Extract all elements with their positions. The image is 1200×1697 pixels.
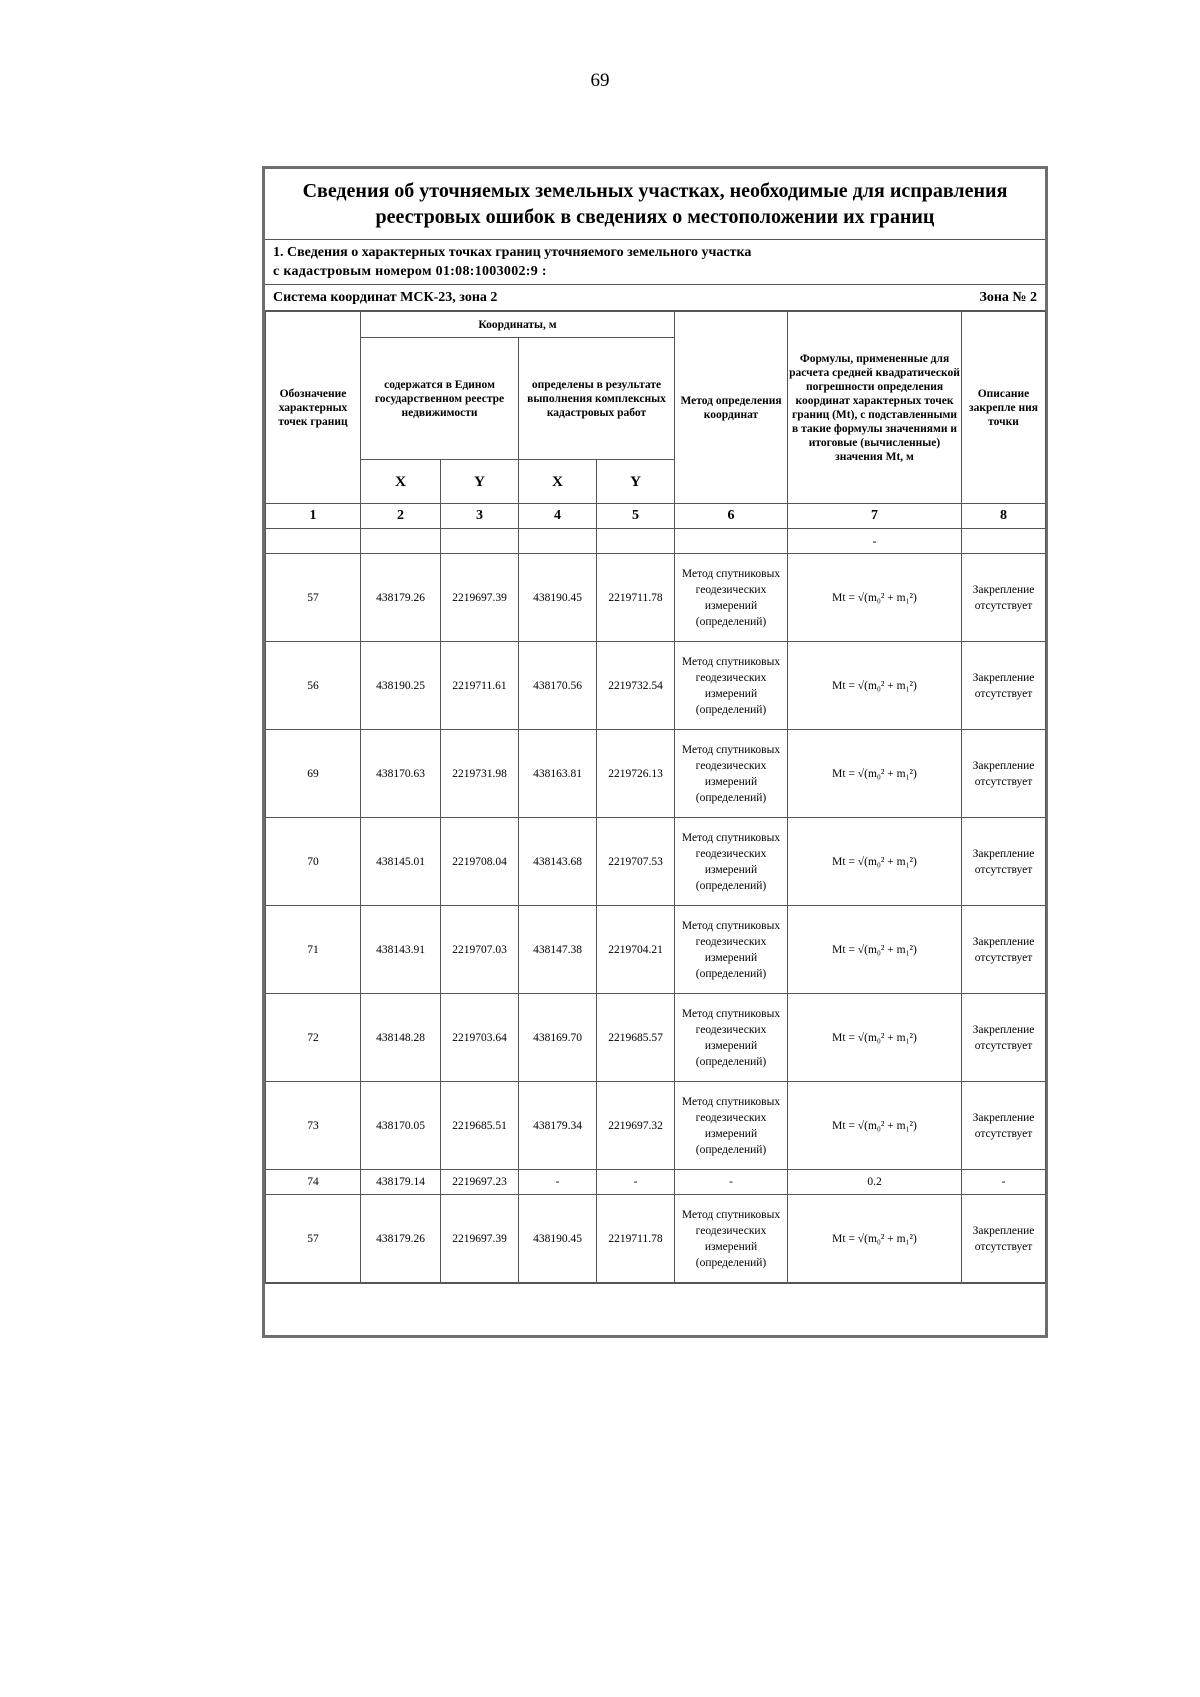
column-number: 5 bbox=[597, 504, 675, 529]
x-determined-cell: 438169.70 bbox=[519, 994, 597, 1082]
table-row bbox=[266, 906, 1046, 994]
table-row bbox=[266, 1170, 1046, 1195]
fixation-cell: Закрепление отсутствует bbox=[962, 642, 1046, 730]
method-cell: Метод спутниковых геодезических измерений (определений) bbox=[675, 994, 788, 1082]
fixation-cell: Закрепление отсутствует bbox=[962, 1082, 1046, 1170]
method-cell: Метод спутниковых геодезических измерений (определений) bbox=[675, 642, 788, 730]
x-determined-cell: - bbox=[519, 1170, 597, 1195]
empty-row bbox=[266, 529, 1046, 554]
y-existing-cell: 2219707.03 bbox=[441, 906, 519, 994]
point-id-cell: 71 bbox=[266, 906, 361, 994]
formula-cell: Mt = √(m₀² + m₁²) bbox=[788, 906, 962, 994]
x-determined-cell: 438170.56 bbox=[519, 642, 597, 730]
x-determined-cell: 438147.38 bbox=[519, 906, 597, 994]
x-existing-cell: 438170.63 bbox=[361, 730, 441, 818]
table-row bbox=[266, 730, 1046, 818]
column-number: 8 bbox=[962, 504, 1046, 529]
table-row bbox=[266, 1195, 1046, 1283]
point-id-cell: 56 bbox=[266, 642, 361, 730]
fixation-cell: - bbox=[962, 1170, 1046, 1195]
header-description: Описание закрепле ния точки bbox=[962, 312, 1046, 504]
empty-row-mark: - bbox=[788, 529, 962, 554]
formula-cell: Mt = √(m₀² + m₁²) bbox=[788, 730, 962, 818]
y-existing-cell: 2219697.39 bbox=[441, 554, 519, 642]
x-determined-cell: 438143.68 bbox=[519, 818, 597, 906]
title-section bbox=[265, 169, 1045, 240]
parcel-info-line1: 1. Сведения о характерных точках границ уточняемого земельного участка bbox=[273, 245, 752, 260]
y-existing-cell: 2219685.51 bbox=[441, 1082, 519, 1170]
x-determined-cell: 438163.81 bbox=[519, 730, 597, 818]
document-title: Сведения об уточняемых земельных участках, необходимые для исправления реестровых ошибок в сведениях о местоположении их границ bbox=[302, 180, 1008, 228]
column-numbers-row bbox=[266, 504, 1046, 529]
formula-cell: Mt = √(m₀² + m₁²) bbox=[788, 554, 962, 642]
y-determined-cell: - bbox=[597, 1170, 675, 1195]
method-cell: Метод спутниковых геодезических измерений (определений) bbox=[675, 906, 788, 994]
method-cell: Метод спутниковых геодезических измерений (определений) bbox=[675, 730, 788, 818]
y-existing-cell: 2219711.61 bbox=[441, 642, 519, 730]
method-cell: Метод спутниковых геодезических измерений (определений) bbox=[675, 1082, 788, 1170]
x-determined-cell: 438190.45 bbox=[519, 554, 597, 642]
point-id-cell: 57 bbox=[266, 554, 361, 642]
y-determined-cell: 2219704.21 bbox=[597, 906, 675, 994]
header-method: Метод определения координат bbox=[675, 312, 788, 504]
coordinate-system-row bbox=[265, 285, 1045, 311]
x-existing-cell: 438179.14 bbox=[361, 1170, 441, 1195]
y-existing-cell: 2219731.98 bbox=[441, 730, 519, 818]
y-existing-cell: 2219697.23 bbox=[441, 1170, 519, 1195]
x-existing-cell: 438179.26 bbox=[361, 1195, 441, 1283]
header-formulas: Формулы, примененные для расчета средней квадратической погрешности определения координат характерных точек границ (Mt), с подставленными в такие формулы значениями и итоговые (вычисленные) значения Mt, м bbox=[788, 312, 962, 504]
y-existing-cell: 2219697.39 bbox=[441, 1195, 519, 1283]
column-number: 6 bbox=[675, 504, 788, 529]
column-number: 4 bbox=[519, 504, 597, 529]
points-table bbox=[265, 311, 1046, 1283]
x-existing-cell: 438148.28 bbox=[361, 994, 441, 1082]
x-determined-cell: 438179.34 bbox=[519, 1082, 597, 1170]
document-frame bbox=[262, 166, 1048, 1338]
column-number: 3 bbox=[441, 504, 519, 529]
parcel-info-line2: с кадастровым номером 01:08:1003002:9 : bbox=[273, 264, 547, 279]
x-existing-cell: 438145.01 bbox=[361, 818, 441, 906]
fixation-cell: Закрепление отсутствует bbox=[962, 1195, 1046, 1283]
y-existing-cell: 2219708.04 bbox=[441, 818, 519, 906]
y-determined-cell: 2219711.78 bbox=[597, 554, 675, 642]
column-number: 2 bbox=[361, 504, 441, 529]
point-id-cell: 69 bbox=[266, 730, 361, 818]
zone-label: Зона № 2 bbox=[979, 289, 1037, 305]
header-x-determined: X bbox=[519, 460, 597, 504]
header-y-existing: Y bbox=[441, 460, 519, 504]
y-determined-cell: 2219711.78 bbox=[597, 1195, 675, 1283]
formula-cell: Mt = √(m₀² + m₁²) bbox=[788, 994, 962, 1082]
y-determined-cell: 2219726.13 bbox=[597, 730, 675, 818]
coordinate-system-label: Система координат МСК-23, зона 2 bbox=[273, 289, 498, 305]
method-cell: Метод спутниковых геодезических измерений (определений) bbox=[675, 1195, 788, 1283]
fixation-cell: Закрепление отсутствует bbox=[962, 818, 1046, 906]
x-existing-cell: 438143.91 bbox=[361, 906, 441, 994]
y-determined-cell: 2219707.53 bbox=[597, 818, 675, 906]
method-cell: - bbox=[675, 1170, 788, 1195]
formula-cell: Mt = √(m₀² + m₁²) bbox=[788, 642, 962, 730]
column-number: 7 bbox=[788, 504, 962, 529]
table-row bbox=[266, 554, 1046, 642]
parcel-info-section bbox=[265, 240, 1045, 285]
table-row bbox=[266, 642, 1046, 730]
point-id-cell: 73 bbox=[266, 1082, 361, 1170]
fixation-cell: Закрепление отсутствует bbox=[962, 906, 1046, 994]
point-id-cell: 70 bbox=[266, 818, 361, 906]
x-existing-cell: 438170.05 bbox=[361, 1082, 441, 1170]
fixation-cell: Закрепление отсутствует bbox=[962, 994, 1046, 1082]
x-existing-cell: 438190.25 bbox=[361, 642, 441, 730]
column-number: 1 bbox=[266, 504, 361, 529]
formula-cell: Mt = √(m₀² + m₁²) bbox=[788, 1082, 962, 1170]
header-y-determined: Y bbox=[597, 460, 675, 504]
y-determined-cell: 2219685.57 bbox=[597, 994, 675, 1082]
x-determined-cell: 438190.45 bbox=[519, 1195, 597, 1283]
header-x-existing: X bbox=[361, 460, 441, 504]
header-point-designation: Обозначение характерных точек границ bbox=[266, 312, 361, 504]
page-number: 69 bbox=[590, 70, 610, 91]
header-determined-kkr: определены в результате выполнения комплексных кадастровых работ bbox=[519, 338, 675, 460]
y-determined-cell: 2219732.54 bbox=[597, 642, 675, 730]
point-id-cell: 57 bbox=[266, 1195, 361, 1283]
fixation-cell: Закрепление отсутствует bbox=[962, 554, 1046, 642]
method-cell: Метод спутниковых геодезических измерений (определений) bbox=[675, 818, 788, 906]
formula-cell: Mt = √(m₀² + m₁²) bbox=[788, 1195, 962, 1283]
header-existing-egrn: содержатся в Едином государственном реестре недвижимости bbox=[361, 338, 519, 460]
formula-cell: 0.2 bbox=[788, 1170, 962, 1195]
table-row bbox=[266, 818, 1046, 906]
x-existing-cell: 438179.26 bbox=[361, 554, 441, 642]
fixation-cell: Закрепление отсутствует bbox=[962, 730, 1046, 818]
point-id-cell: 72 bbox=[266, 994, 361, 1082]
y-determined-cell: 2219697.32 bbox=[597, 1082, 675, 1170]
formula-cell: Mt = √(m₀² + m₁²) bbox=[788, 818, 962, 906]
method-cell: Метод спутниковых геодезических измерений (определений) bbox=[675, 554, 788, 642]
table-row bbox=[266, 1082, 1046, 1170]
table-row bbox=[266, 994, 1046, 1082]
blank-footer-area bbox=[265, 1283, 1045, 1343]
point-id-cell: 74 bbox=[266, 1170, 361, 1195]
header-coordinates: Координаты, м bbox=[361, 312, 675, 338]
y-existing-cell: 2219703.64 bbox=[441, 994, 519, 1082]
